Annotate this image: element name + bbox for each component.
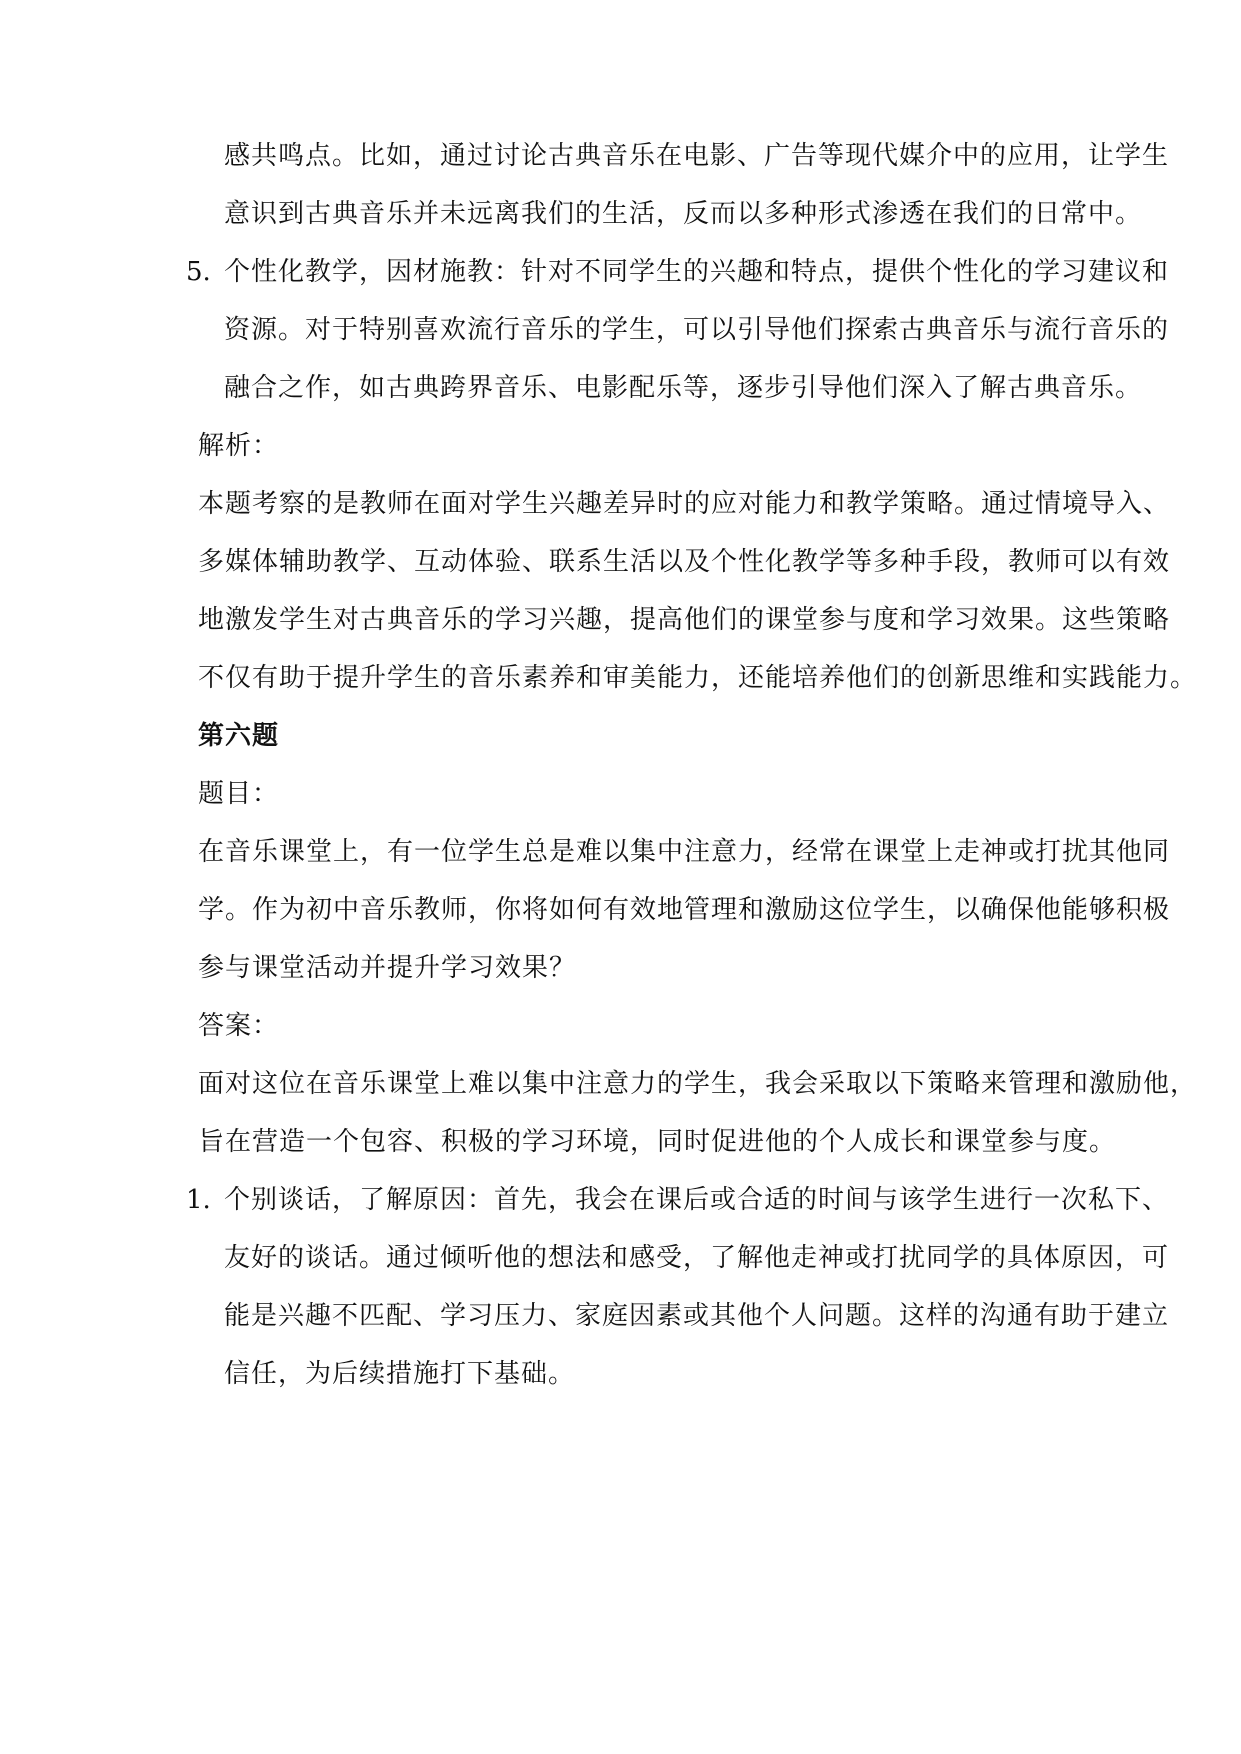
analysis-label: 解析： [198, 431, 280, 461]
question-line-1: 在音乐课堂上，有一位学生总是难以集中注意力，经常在课堂上走神或打扰其他同 [198, 837, 1171, 867]
list-item-1-line-3: 能是兴趣不匹配、学习压力、家庭因素或其他个人问题。这样的沟通有助于建立 [224, 1301, 1170, 1331]
analysis-line-2: 多媒体辅助教学、互动体验、联系生活以及个性化教学等多种手段，教师可以有效 [198, 547, 1171, 577]
list-item-1-line-2: 友好的谈话。通过倾听他的想法和感受，了解他走神或打扰同学的具体原因，可 [224, 1243, 1170, 1273]
question-line-3: 参与课堂活动并提升学习效果？ [198, 953, 577, 983]
answer-line-1: 面对这位在音乐课堂上难以集中注意力的学生，我会采取以下策略来管理和激励他， [198, 1069, 1198, 1099]
list-item-number-5: 5. [186, 257, 211, 287]
analysis-line-3: 地激发学生对古典音乐的学习兴趣，提高他们的课堂参与度和学习效果。这些策略 [198, 605, 1171, 635]
list-item-5-line-2: 资源。对于特别喜欢流行音乐的学生，可以引导他们探索古典音乐与流行音乐的 [224, 315, 1170, 345]
analysis-line-1: 本题考察的是教师在面对学生兴趣差异时的应对能力和教学策略。通过情境导入、 [198, 489, 1171, 519]
continued-item-line-2: 意识到古典音乐并未远离我们的生活，反而以多种形式渗透在我们的日常中。 [224, 199, 1143, 229]
continued-item-line-1: 感共鸣点。比如，通过讨论古典音乐在电影、广告等现代媒介中的应用，让学生 [224, 141, 1170, 171]
question-label: 题目： [198, 779, 280, 809]
question-line-2: 学。作为初中音乐教师，你将如何有效地管理和激励这位学生，以确保他能够积极 [198, 895, 1171, 925]
list-item-number-1: 1. [186, 1185, 211, 1215]
list-item-5-line-3: 融合之作，如古典跨界音乐、电影配乐等，逐步引导他们深入了解古典音乐。 [224, 373, 1143, 403]
section-title: 第六题 [198, 721, 280, 751]
list-item-5-line-1: 个性化教学，因材施教：针对不同学生的兴趣和特点，提供个性化的学习建议和 [224, 257, 1170, 287]
list-item-1-line-4: 信任，为后续措施打下基础。 [224, 1359, 576, 1389]
answer-label: 答案： [198, 1011, 280, 1041]
analysis-line-4: 不仅有助于提升学生的音乐素养和审美能力，还能培养他们的创新思维和实践能力。 [198, 663, 1198, 693]
list-item-1-line-1: 个别谈话，了解原因：首先，我会在课后或合适的时间与该学生进行一次私下、 [224, 1185, 1170, 1215]
answer-line-2: 旨在营造一个包容、积极的学习环境，同时促进他的个人成长和课堂参与度。 [198, 1127, 1117, 1157]
